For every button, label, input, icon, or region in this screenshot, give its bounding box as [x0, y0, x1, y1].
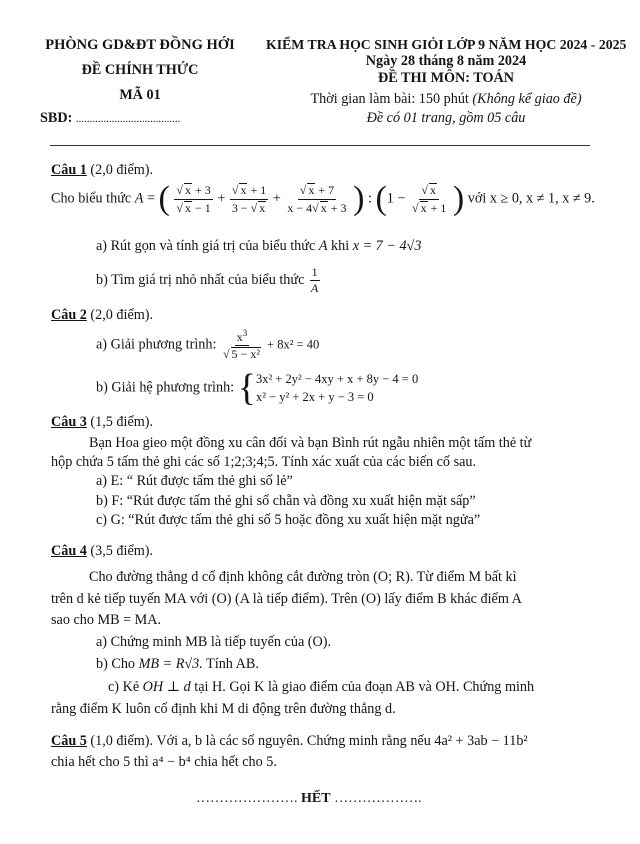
q1-a-value: x = 7 − 4√3 — [352, 238, 422, 254]
q2-b-text: b) Giải hệ phương trình: — [96, 379, 238, 396]
q4-points: (3,5 điểm). — [86, 543, 154, 559]
q1-label: Câu 1 — [51, 162, 87, 178]
q4-part-a: a) Chứng minh MB là tiếp tuyến của (O). — [96, 634, 332, 650]
q5-text-3: chia hết cho 5. — [190, 754, 277, 770]
q1-a-tail: khi — [327, 238, 353, 254]
header-right — [266, 36, 626, 128]
end-dots-right: ………………. — [330, 791, 422, 806]
exam-code: MÃ 01 — [119, 86, 161, 103]
q4-part-c — [108, 679, 534, 697]
q1-intro: Cho biểu thức — [51, 190, 135, 207]
q1-expression-line: Cho biểu thức A = ( $\frac{√ x + 3}{√ x - 1}$ + $\frac{√ x + 1}{3 - √ x}$ + $\frac{√ x + 7}{x - 4√ x + 3}$ ) : (1 − $\frac{√ x}{√ x + 1}$ ) với x ≥ 0, x ≠ 1, x ≠ 9. — [51, 180, 595, 217]
official-label: ĐỀ CHÍNH THỨC — [81, 62, 199, 79]
paren-open-2: ( — [375, 180, 387, 217]
exam-time-note: (Không kể giao đề) — [472, 90, 582, 107]
q5-text-2: chia hết cho 5 thì — [51, 754, 153, 770]
system-eq-2: x² − y² + 2x + y − 3 = 0 — [255, 390, 374, 404]
q3-part-b: b) F: “Rút được tấm thẻ ghi số chẵn và đồng xu xuất hiện mặt sấp” — [96, 493, 476, 509]
sbd-label: SBD: — [40, 110, 76, 126]
q1-points: (2,0 điểm). — [86, 162, 154, 178]
q5-line-2 — [51, 754, 277, 772]
q4-label: Câu 4 — [51, 543, 87, 559]
system-brace: { — [237, 367, 256, 409]
q3-paragraph-1: Bạn Hoa gieo một đồng xu cân đối và bạn Bình rút ngẫu nhiên một tấm thẻ từ — [89, 435, 532, 451]
q5-expr-2: a⁴ − b⁴ — [152, 754, 191, 770]
exam-time — [266, 91, 626, 109]
q4-c-post: tại H. Gọi K là giao điểm của đoạn AB và OH. Chứng minh — [190, 679, 535, 695]
exam-time-main: Thời gian làm bài: 150 phút — [310, 90, 473, 107]
q4-b-post: Tính AB. — [202, 656, 259, 672]
education-office: PHÒNG GD&ĐT ĐỒNG HỚI — [45, 37, 235, 53]
fraction-2: $\frac{√ x + 1}{3 - √ x}$ — [231, 183, 267, 215]
exam-subject: ĐỀ THI MÔN: TOÁN — [378, 69, 514, 86]
q4-c-expr: OH ⊥ d — [142, 679, 191, 695]
fraction-1: $\frac{√ x + 3}{√ x - 1}$ — [176, 183, 211, 215]
q2-part-a — [96, 329, 319, 361]
q5-text-1: (1,0 điểm). Với a, b là các số nguyên. Chứng minh rằng nếu — [86, 733, 435, 749]
end-marker — [196, 790, 422, 808]
q4-heading — [51, 543, 153, 561]
q1-var-a: A — [134, 190, 144, 207]
q4-paragraph-1: Cho đường thẳng d cố định không cắt đường tròn (O; R). Từ điểm M bất kì — [89, 569, 517, 585]
q1-heading — [51, 162, 153, 180]
paren-close: ) — [353, 180, 365, 217]
q1-condition: với x ≥ 0, x ≠ 1, x ≠ 9. — [467, 190, 595, 207]
q2-a-tail: + 8x² = 40 — [263, 337, 320, 352]
q2-a-text: a) Giải phương trình: — [96, 336, 220, 353]
q2-label: Câu 2 — [51, 307, 87, 323]
q1-part-b — [96, 266, 321, 295]
candidate-number — [40, 110, 180, 128]
q2-heading — [51, 307, 153, 325]
exam-pages-note: Đề có 01 trang, gồm 05 câu — [366, 110, 526, 127]
q5-line-1 — [51, 733, 528, 751]
q3-paragraph-2: hộp chứa 5 tấm thẻ ghi các số 1;2;3;4;5. Tính xác xuất của các biến cố sau. — [51, 454, 477, 470]
q4-part-c-line-2: rằng điểm K luôn cố định khi M di động trên đường thẳng d. — [51, 701, 396, 717]
q1-a-text: a) Rút gọn và tính giá trị của biểu thức — [96, 238, 319, 254]
fraction-one-over-a: $\frac{1}{A}$ — [310, 265, 319, 296]
system-eq-1: 3x² + 2y² − 4xy + x + 8y − 4 = 0 — [255, 371, 419, 386]
end-dots-left: …………………. — [196, 791, 301, 806]
q4-part-b — [96, 656, 259, 674]
q2-part-b — [96, 369, 418, 407]
q1-part-a — [96, 238, 421, 256]
q3-part-c: c) G: “Rút được tấm thẻ ghi số 5 hoặc đồng xu xuất hiện mặt ngửa” — [96, 512, 481, 528]
q3-label: Câu 3 — [51, 414, 87, 430]
q3-part-a: a) E: “ Rút được tấm thẻ ghi số lẻ” — [96, 473, 293, 489]
q5-label: Câu 5 — [51, 733, 87, 749]
equation-system — [256, 370, 418, 406]
q4-b-pre: b) Cho — [96, 656, 139, 672]
q1-a-var: A — [318, 238, 328, 254]
q5-expr-1: 4a² + 3ab − 11b² — [434, 733, 528, 749]
paren-open: ( — [158, 180, 170, 217]
q4-c-pre: c) Kẻ — [108, 679, 143, 695]
exam-date: Ngày 28 tháng 8 năm 2024 — [365, 53, 527, 70]
q3-points: (1,5 điểm). — [86, 414, 154, 430]
header-divider — [50, 145, 590, 146]
sbd-dots: ...................................... — [75, 113, 181, 125]
paren-close-2: ) — [452, 180, 465, 217]
q2-points: (2,0 điểm). — [86, 307, 154, 323]
exam-title: KIỂM TRA HỌC SINH GIỎI LỚP 9 NĂM HỌC 2024 - 2025 — [266, 37, 627, 52]
fraction-4: $\frac{√ x}{√ x + 1}$ — [411, 183, 447, 215]
q4-b-expr: MB = R√3. — [138, 656, 203, 672]
q1-b-text: b) Tìm giá trị nhỏ nhất của biểu thức — [96, 271, 308, 288]
q3-heading — [51, 414, 153, 432]
end-label: HẾT — [301, 791, 331, 806]
fraction-q2: $\frac{x^3}{\text{√ 5 − x²}}$ — [222, 328, 260, 362]
fraction-3: $\frac{√ x + 7}{x - 4√ x + 3}$ — [287, 183, 347, 215]
q4-paragraph-2: trên d kẻ tiếp tuyến MA với (O) (A là tiếp điểm). Trên (O) lấy điểm B khác điểm A — [51, 591, 522, 607]
header-left — [22, 36, 258, 105]
q4-paragraph-3: sao cho MB = MA. — [51, 612, 162, 628]
